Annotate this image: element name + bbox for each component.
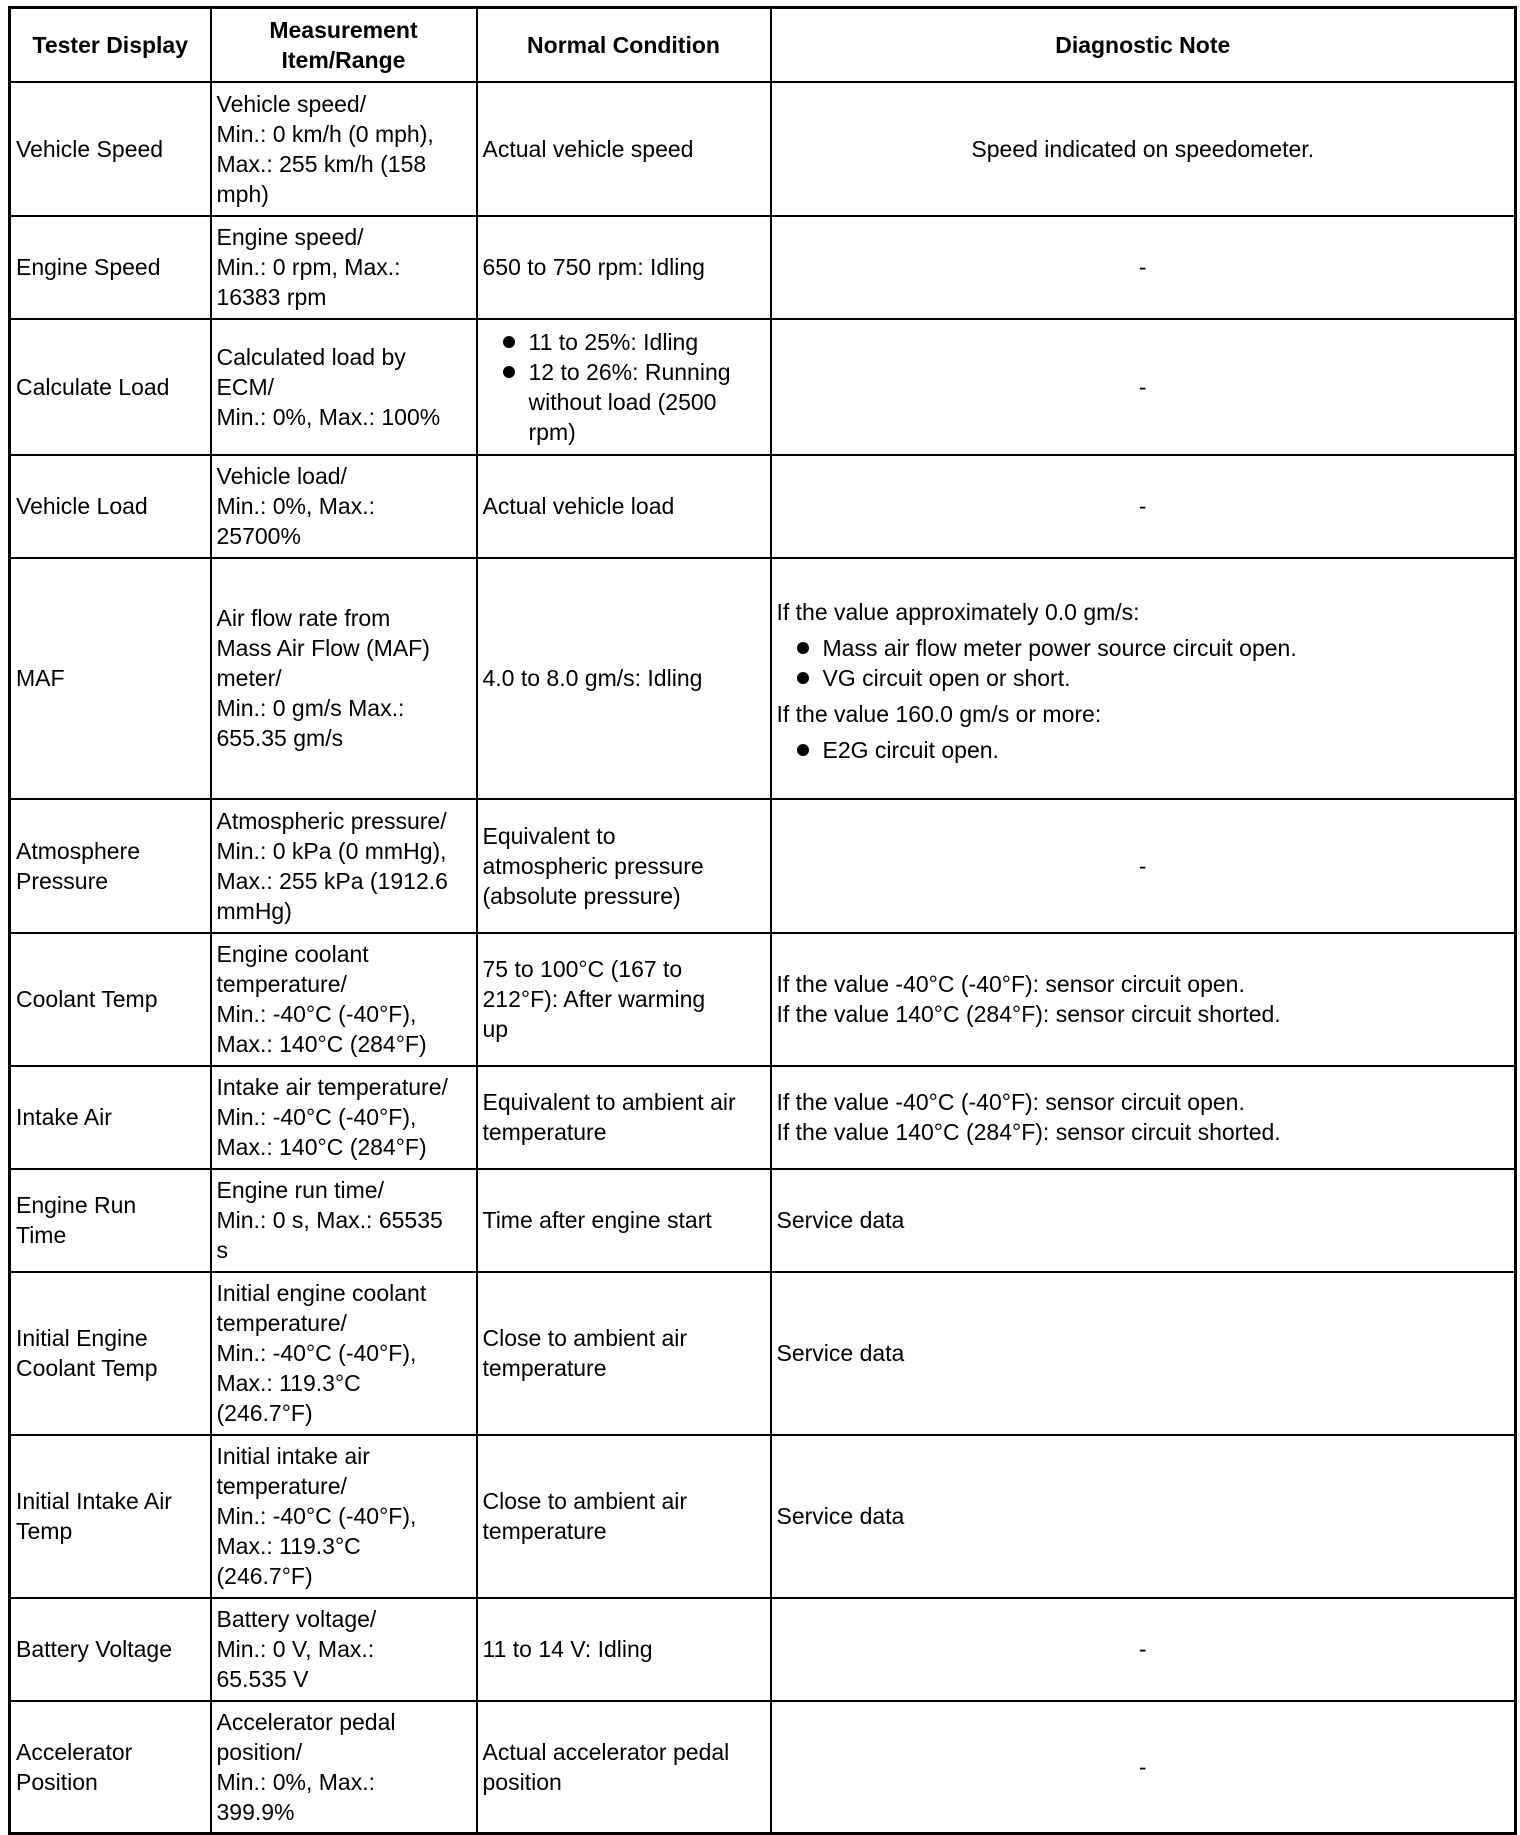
table-row <box>10 933 1516 1066</box>
tester-display-cell: Intake Air <box>10 1066 211 1169</box>
diagnostic-note-cell: If the value -40°C (-40°F): sensor circuit open. If the value 140°C (284°F): sensor circuit shorted. <box>771 1066 1516 1169</box>
table-row <box>10 1435 1516 1598</box>
diagnostic-note-cell: - <box>771 1598 1516 1701</box>
measurement-cell: Vehicle load/ Min.: 0%, Max.: 25700% <box>211 455 477 558</box>
measurement-cell: Engine run time/ Min.: 0 s, Max.: 65535 s <box>211 1169 477 1272</box>
table-row <box>10 319 1516 455</box>
table-row <box>10 455 1516 558</box>
diagnostic-note-cell: - <box>771 799 1516 933</box>
table-row <box>10 1169 1516 1272</box>
normal-condition-cell <box>477 319 771 455</box>
header-row <box>10 8 1516 82</box>
diagnostic-note-cell <box>771 558 1516 799</box>
normal-condition-bullets <box>483 327 765 447</box>
measurement-cell: Engine speed/ Min.: 0 rpm, Max.: 16383 rpm <box>211 216 477 319</box>
normal-condition-cell: Actual vehicle load <box>477 455 771 558</box>
header-diagnostic-note: Diagnostic Note <box>771 8 1516 82</box>
tester-display-cell: Initial Engine Coolant Temp <box>10 1272 211 1435</box>
diagnostic-note-cell: If the value -40°C (-40°F): sensor circuit open. If the value 140°C (284°F): sensor circuit shorted. <box>771 933 1516 1066</box>
tester-display-cell: MAF <box>10 558 211 799</box>
bullet-item: 12 to 26%: Running without load (2500 rpm) <box>483 357 765 447</box>
diagnostic-note-cell: Service data <box>771 1272 1516 1435</box>
tester-display-cell: Battery Voltage <box>10 1598 211 1701</box>
measurement-cell: Engine coolant temperature/ Min.: -40°C (-40°F), Max.: 140°C (284°F) <box>211 933 477 1066</box>
tester-display-cell: Accelerator Position <box>10 1701 211 1834</box>
header-measurement: Measurement Item/Range <box>211 8 477 82</box>
measurement-cell: Vehicle speed/ Min.: 0 km/h (0 mph), Max.: 255 km/h (158 mph) <box>211 82 477 216</box>
normal-condition-cell: Equivalent to ambient air temperature <box>477 1066 771 1169</box>
diagnostic-note-cell: - <box>771 455 1516 558</box>
table-row <box>10 1598 1516 1701</box>
measurement-cell: Battery voltage/ Min.: 0 V, Max.: 65.535 V <box>211 1598 477 1701</box>
data-list-table <box>8 6 1517 1835</box>
table-row <box>10 799 1516 933</box>
normal-condition-cell: 650 to 750 rpm: Idling <box>477 216 771 319</box>
diagnostic-note-cell: - <box>771 319 1516 455</box>
note-bullets <box>777 735 1510 765</box>
tester-display-cell: Initial Intake Air Temp <box>10 1435 211 1598</box>
tester-display-cell: Coolant Temp <box>10 933 211 1066</box>
tester-display-cell: Engine Run Time <box>10 1169 211 1272</box>
measurement-cell: Intake air temperature/ Min.: -40°C (-40°F), Max.: 140°C (284°F) <box>211 1066 477 1169</box>
table-row <box>10 82 1516 216</box>
tester-display-cell: Engine Speed <box>10 216 211 319</box>
note-intro: If the value 160.0 gm/s or more: <box>776 701 1102 727</box>
tester-display-cell: Calculate Load <box>10 319 211 455</box>
bullet-item: E2G circuit open. <box>777 735 1510 765</box>
diagnostic-note-cell: Service data <box>771 1169 1516 1272</box>
normal-condition-cell: Close to ambient air temperature <box>477 1272 771 1435</box>
bullet-item: Mass air flow meter power source circuit open. <box>777 633 1510 663</box>
table-row <box>10 1272 1516 1435</box>
measurement-cell: Atmospheric pressure/ Min.: 0 kPa (0 mmHg), Max.: 255 kPa (1912.6 mmHg) <box>211 799 477 933</box>
normal-condition-cell: Time after engine start <box>477 1169 771 1272</box>
diagnostic-note-cell: - <box>771 216 1516 319</box>
normal-condition-cell: 75 to 100°C (167 to 212°F): After warming up <box>477 933 771 1066</box>
note-intro: If the value approximately 0.0 gm/s: <box>776 599 1140 625</box>
bullet-item: 11 to 25%: Idling <box>483 327 765 357</box>
diagnostic-note-cell: Service data <box>771 1435 1516 1598</box>
header-normal-condition: Normal Condition <box>477 8 771 82</box>
measurement-cell: Calculated load by ECM/ Min.: 0%, Max.: 100% <box>211 319 477 455</box>
table-row <box>10 216 1516 319</box>
normal-condition-cell: 4.0 to 8.0 gm/s: Idling <box>477 558 771 799</box>
tester-display-cell: Vehicle Speed <box>10 82 211 216</box>
measurement-cell: Initial engine coolant temperature/ Min.: -40°C (-40°F), Max.: 119.3°C (246.7°F) <box>211 1272 477 1435</box>
normal-condition-cell: Close to ambient air temperature <box>477 1435 771 1598</box>
normal-condition-cell: 11 to 14 V: Idling <box>477 1598 771 1701</box>
table-row <box>10 1066 1516 1169</box>
normal-condition-cell: Actual vehicle speed <box>477 82 771 216</box>
tester-display-cell: Atmosphere Pressure <box>10 799 211 933</box>
normal-condition-cell: Equivalent to atmospheric pressure (absolute pressure) <box>477 799 771 933</box>
measurement-cell: Accelerator pedal position/ Min.: 0%, Max.: 399.9% <box>211 1701 477 1834</box>
bullet-item: VG circuit open or short. <box>777 663 1510 693</box>
measurement-cell: Initial intake air temperature/ Min.: -40°C (-40°F), Max.: 119.3°C (246.7°F) <box>211 1435 477 1598</box>
diagnostic-note-cell: - <box>771 1701 1516 1834</box>
header-tester-display: Tester Display <box>10 8 211 82</box>
note-bullets <box>777 633 1510 693</box>
table-row <box>10 558 1516 799</box>
tester-display-cell: Vehicle Load <box>10 455 211 558</box>
table-row <box>10 1701 1516 1834</box>
measurement-cell: Air flow rate from Mass Air Flow (MAF) meter/ Min.: 0 gm/s Max.: 655.35 gm/s <box>211 558 477 799</box>
normal-condition-cell: Actual accelerator pedal position <box>477 1701 771 1834</box>
diagnostic-note-cell: Speed indicated on speedometer. <box>771 82 1516 216</box>
